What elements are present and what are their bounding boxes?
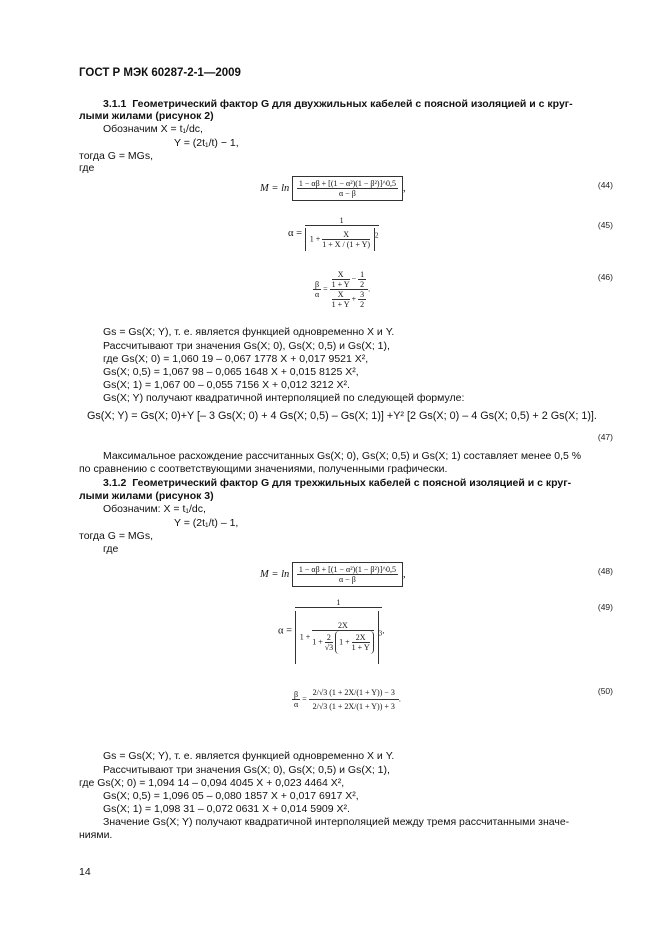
def-g-312: тогда G = MGs, (79, 530, 153, 542)
eq-number-47: (47) (597, 432, 613, 442)
equation-50: $\frac{\beta}{\alpha}$ = $\frac{2/√3 (1 + 2X/(1 + Y)) - 3}{2/√3 (1 + 2X/(1 + Y)) + 3}$ . (293, 688, 401, 711)
para-gs-function-312: Gs = Gs(X; Y), т. е. является функцией одновременно X и Y. (103, 750, 395, 762)
formula-gs1: Gs(X; 1) = 1,067 00 – 0,055 7156 X + 0,012 3212 X². (103, 379, 350, 391)
formula-gs0: где Gs(X; 0) = 1,060 19 – 0,067 1778 X + 0,017 9521 X², (103, 353, 369, 365)
equation-47: Gs(X; Y) = Gs(X; 0)+Y [– 3 Gs(X; 0) + 4 Gs(X; 0,5) – Gs(X; 1)] +Y² [2 Gs(X; 0) – 4 Gs(X; 0,5) + 2 Gs(X; 1)]. (87, 410, 597, 422)
eq-number-44: (44) (597, 180, 613, 190)
para-deviation-cont: по сравнению с соответствующими значениями, полученными графически. (79, 463, 448, 475)
para-interpolation-312: Значение Gs(X; Y) получают квадратичной интерполяцией между тремя рассчитанными значе- (103, 816, 570, 828)
where-label: где (79, 162, 95, 174)
def-y: Y = (2t₁/t) − 1, (174, 137, 239, 149)
equation-49: α = 1 1 + 2X 1 + $\frac{2}{√3}$ 1 + $\frac{2X}{1 + Y}$ $^3$ . (278, 598, 385, 664)
para-three-values: Рассчитывают три значения Gs(X; 0), Gs(X; 0,5) и Gs(X; 1), (103, 340, 390, 352)
eq-number-50: (50) (597, 686, 613, 696)
formula-gs05-312: Gs(X; 0,5) = 1,096 05 – 0,080 1857 X + 0,017 6917 X², (103, 790, 359, 802)
formula-gs05: Gs(X; 0,5) = 1,067 98 – 0,065 1648 X + 0,015 8125 X², (103, 366, 359, 378)
formula-gs1-312: Gs(X; 1) = 1,098 31 – 0,072 0631 X + 0,014 5909 X². (103, 803, 350, 815)
page-number: 14 (79, 866, 91, 878)
def-x: Обозначим X = t₁/dc, (103, 123, 203, 135)
para-interpolation: Gs(X; Y) получают квадратичной интерполяцией по следующей формуле: (103, 392, 465, 404)
def-x-312: Обозначим: X = t₁/dc, (103, 503, 206, 515)
para-interpolation-312-cont: ниями. (79, 829, 113, 841)
eq-number-48: (48) (597, 566, 613, 576)
para-three-values-312: Рассчитывают три значения Gs(X; 0), Gs(X; 0,5) и Gs(X; 1), (103, 764, 390, 776)
equation-44: M = ln $\frac{\text{1 − αβ + [(1 − α²)(1 − β²)]\textasciicircum{}0,5}}{\alpha - \beta}$ , (260, 176, 406, 201)
def-y-312: Y = (2t₁/t) – 1, (174, 517, 239, 529)
eq-number-46: (46) (597, 272, 613, 282)
section-heading-312: 3.1.2 Геометрический фактор G для трехжильных кабелей с поясной изоляцией и с круг- (103, 477, 572, 489)
eq-number-49: (49) (597, 602, 613, 612)
document-header: ГОСТ Р МЭК 60287-2-1—2009 (79, 67, 241, 79)
para-deviation: Максимальное расхождение рассчитанных Gs(X; 0), Gs(X; 0,5) и Gs(X; 1) составляет менее 0,5 % (103, 450, 582, 462)
equation-45: α = 1 1 + $\frac{X}{1 + X / (1 + Y)}$ $^2$ (288, 216, 379, 249)
eq-number-45: (45) (597, 220, 613, 230)
equation-48: M = ln $\frac{\text{1 − αβ + [(1 − α²)(1 − β²)]\textasciicircum{}0,5}}{\alpha - \beta}$ , (260, 562, 406, 587)
section-heading-312-cont: лыми жилами (рисунок 3) (79, 490, 214, 502)
def-g: тогда G = MGs, (79, 150, 153, 162)
para-gs-function: Gs = Gs(X; Y), т. е. является функцией одновременно X и Y. (103, 326, 395, 338)
formula-gs0-312: где Gs(X; 0) = 1,094 14 – 0,094 4045 X + 0,023 4464 X², (79, 777, 345, 789)
section-heading-311-cont: лыми жилами (рисунок 2) (79, 110, 214, 122)
where-label-312: где (103, 543, 119, 555)
equation-46: $\frac{\beta}{\alpha}$ = $\frac{X}{1 + Y}$ − $\frac{1}{2}$ $\frac{X}{1 + Y}$ + $\frac{3}{2}$ . (314, 270, 371, 309)
section-heading-311: 3.1.1 Геометрический фактор G для двухжильных кабелей с поясной изоляцией и с круг- (103, 98, 573, 110)
